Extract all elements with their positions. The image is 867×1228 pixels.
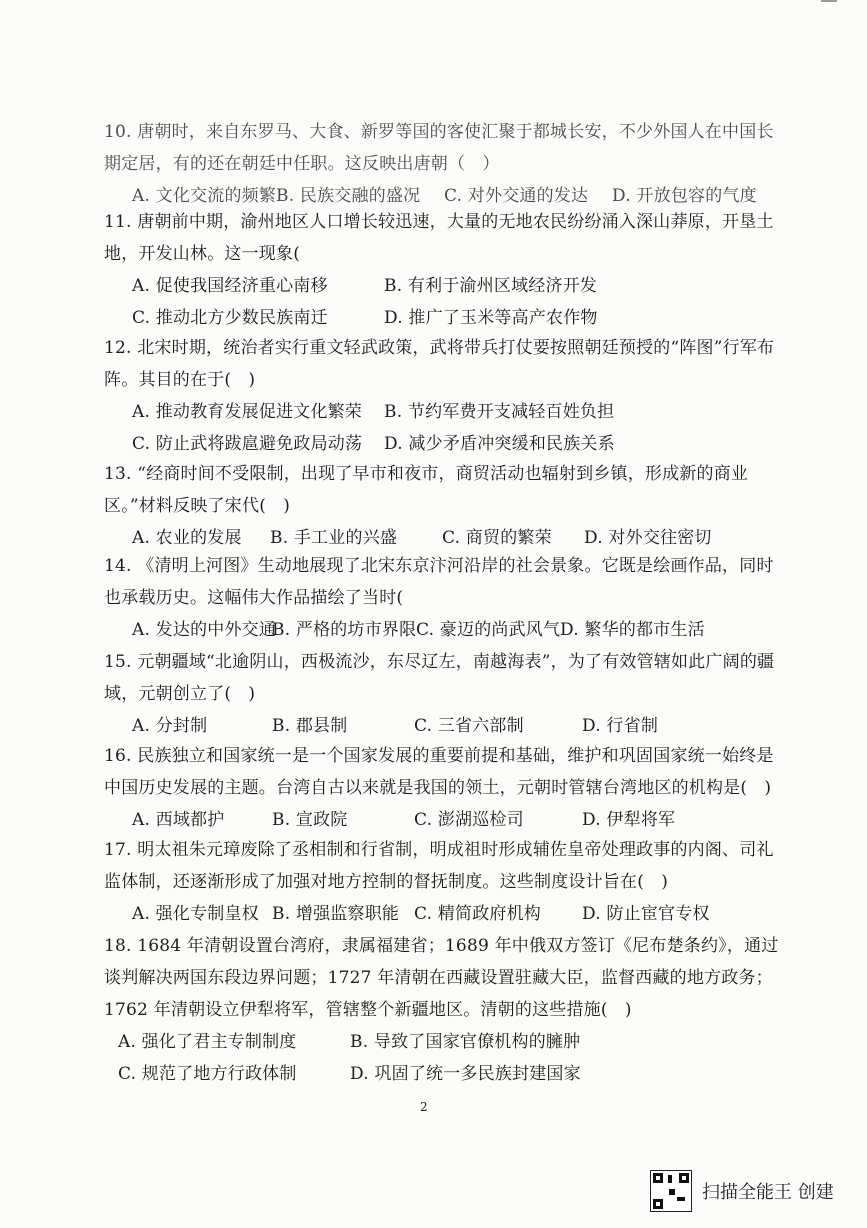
option-a: A. 强化了君主专制制度 xyxy=(118,1032,297,1052)
option-c: C. 防止武将跋扈避免政局动荡 xyxy=(132,434,363,454)
options-row xyxy=(104,428,784,460)
option-b: B. 手工业的兴盛 xyxy=(270,528,398,548)
watermark-text: 扫描全能王 创建 xyxy=(702,1182,834,1203)
question-stem: 14. 《清明上河图》生动地展现了北宋东京汴河沿岸的社会景象。它既是绘画作品，同时也承载历史。这幅伟大作品描绘了当时( xyxy=(104,556,774,608)
option-a: A. 文化交流的频繁 xyxy=(132,186,277,206)
option-b: B. 增强监察职能 xyxy=(272,904,400,924)
question-stem: 16. 民族独立和国家统一是一个国家发展的重要前提和基础，维护和巩固国家统一始终是中国历史发展的主题。台湾自古以来就是我国的领土，元朝时管辖台湾地区的机构是( ) xyxy=(104,746,774,798)
question-18 xyxy=(104,930,784,1090)
scanner-watermark xyxy=(650,1170,834,1212)
question-10 xyxy=(104,116,784,212)
question-15 xyxy=(104,646,784,742)
option-c: C. 精简政府机构 xyxy=(414,904,542,924)
option-d: D. 巩固了统一多民族封建国家 xyxy=(350,1064,581,1084)
options-row xyxy=(104,614,784,646)
question-11 xyxy=(104,206,784,334)
question-stem: 10. 唐朝时，来自东罗马、大食、新罗等国的客使汇聚于都城长安，不少外国人在中国长期定居，有的还在朝廷中任职。这反映出唐朝（ ） xyxy=(104,122,774,174)
option-d: D. 防止宦官专权 xyxy=(582,904,710,924)
question-stem: 17. 明太祖朱元璋废除了丞相制和行省制，明成祖时形成辅佐皇帝处理政事的内阁、司礼监体制，还逐渐形成了加强对地方控制的督抚制度。这些制度设计旨在( ) xyxy=(104,840,774,892)
option-a: A. 发达的中外交通 xyxy=(132,620,277,640)
option-c: C. 豪迈的尚武风气 xyxy=(416,620,561,640)
options-row xyxy=(104,270,784,302)
options-row xyxy=(104,898,784,930)
option-b: B. 导致了国家官僚机构的臃肿 xyxy=(350,1032,581,1052)
question-17 xyxy=(104,834,784,930)
option-d: D. 行省制 xyxy=(582,716,659,736)
question-stem: 11. 唐朝前中期，渝州地区人口增长较迅速，大量的无地农民纷纷涌入深山莽原，开垦土地，开发山林。这一现象( xyxy=(104,212,774,264)
question-stem: 15. 元朝疆域“北逾阴山，西极流沙，东尽辽左，南越海表”，为了有效管辖如此广阔的疆域，元朝创立了( ) xyxy=(104,652,775,704)
option-d: D. 减少矛盾冲突缓和民族关系 xyxy=(384,434,615,454)
option-b: B. 严格的坊市界限 xyxy=(272,620,417,640)
options-row xyxy=(104,1026,784,1058)
option-a: A. 农业的发展 xyxy=(132,528,242,548)
qr-code-icon xyxy=(650,1170,692,1212)
option-a: A. 促使我国经济重心南移 xyxy=(132,276,328,296)
options-row xyxy=(104,396,784,428)
options-row xyxy=(104,710,784,742)
option-d: D. 繁华的都市生活 xyxy=(560,620,705,640)
question-stem: 18. 1684 年清朝设置台湾府，隶属福建省；1689 年中俄双方签订《尼布楚条约》，通过谈判解决两国东段边界问题；1727 年清朝在西藏设置驻藏大臣，监督西藏的地方政务；1762 年清朝设立伊犁将军，管辖整个新疆地区。清朝的这些措施( ) xyxy=(104,936,779,1020)
option-d: D. 对外交往密切 xyxy=(584,528,712,548)
page-number: 2 xyxy=(420,1100,428,1114)
question-stem: 12. 北宋时期，统治者实行重文轻武政策，武将带兵打仗要按照朝廷预授的“阵图”行军布阵。其目的在于( ) xyxy=(104,338,775,390)
question-14 xyxy=(104,550,784,646)
option-d: D. 伊犁将军 xyxy=(582,810,676,830)
option-b: B. 民族交融的盛况 xyxy=(276,186,421,206)
question-stem: 13. “经商时间不受限制，出现了早市和夜市，商贸活动也辐射到乡镇，形成新的商业区。”材料反映了宋代( ) xyxy=(104,464,749,516)
question-13 xyxy=(104,458,784,554)
option-c: C. 对外交通的发达 xyxy=(444,186,589,206)
option-b: B. 宣政院 xyxy=(272,810,348,830)
options-row xyxy=(104,804,784,836)
question-12 xyxy=(104,332,784,460)
option-a: A. 西域都护 xyxy=(132,810,225,830)
option-c: C. 三省六部制 xyxy=(414,716,524,736)
options-row xyxy=(104,302,784,334)
option-c: C. 规范了地方行政体制 xyxy=(118,1064,297,1084)
option-a: A. 强化专制皇权 xyxy=(132,904,259,924)
corner-mark xyxy=(821,0,837,2)
option-b: B. 有利于渝州区域经济开发 xyxy=(384,276,598,296)
option-a: A. 分封制 xyxy=(132,716,208,736)
option-a: A. 推动教育发展促进文化繁荣 xyxy=(132,402,363,422)
option-b: B. 郡县制 xyxy=(272,716,348,736)
question-16 xyxy=(104,740,784,836)
options-row xyxy=(104,1058,784,1090)
option-d: D. 推广了玉米等高产农作物 xyxy=(384,308,598,328)
option-d: D. 开放包容的气度 xyxy=(612,186,757,206)
option-c: C. 澎湖巡检司 xyxy=(414,810,524,830)
option-c: C. 商贸的繁荣 xyxy=(442,528,552,548)
option-c: C. 推动北方少数民族南迁 xyxy=(132,308,328,328)
option-b: B. 节约军费开支减轻百姓负担 xyxy=(384,402,615,422)
